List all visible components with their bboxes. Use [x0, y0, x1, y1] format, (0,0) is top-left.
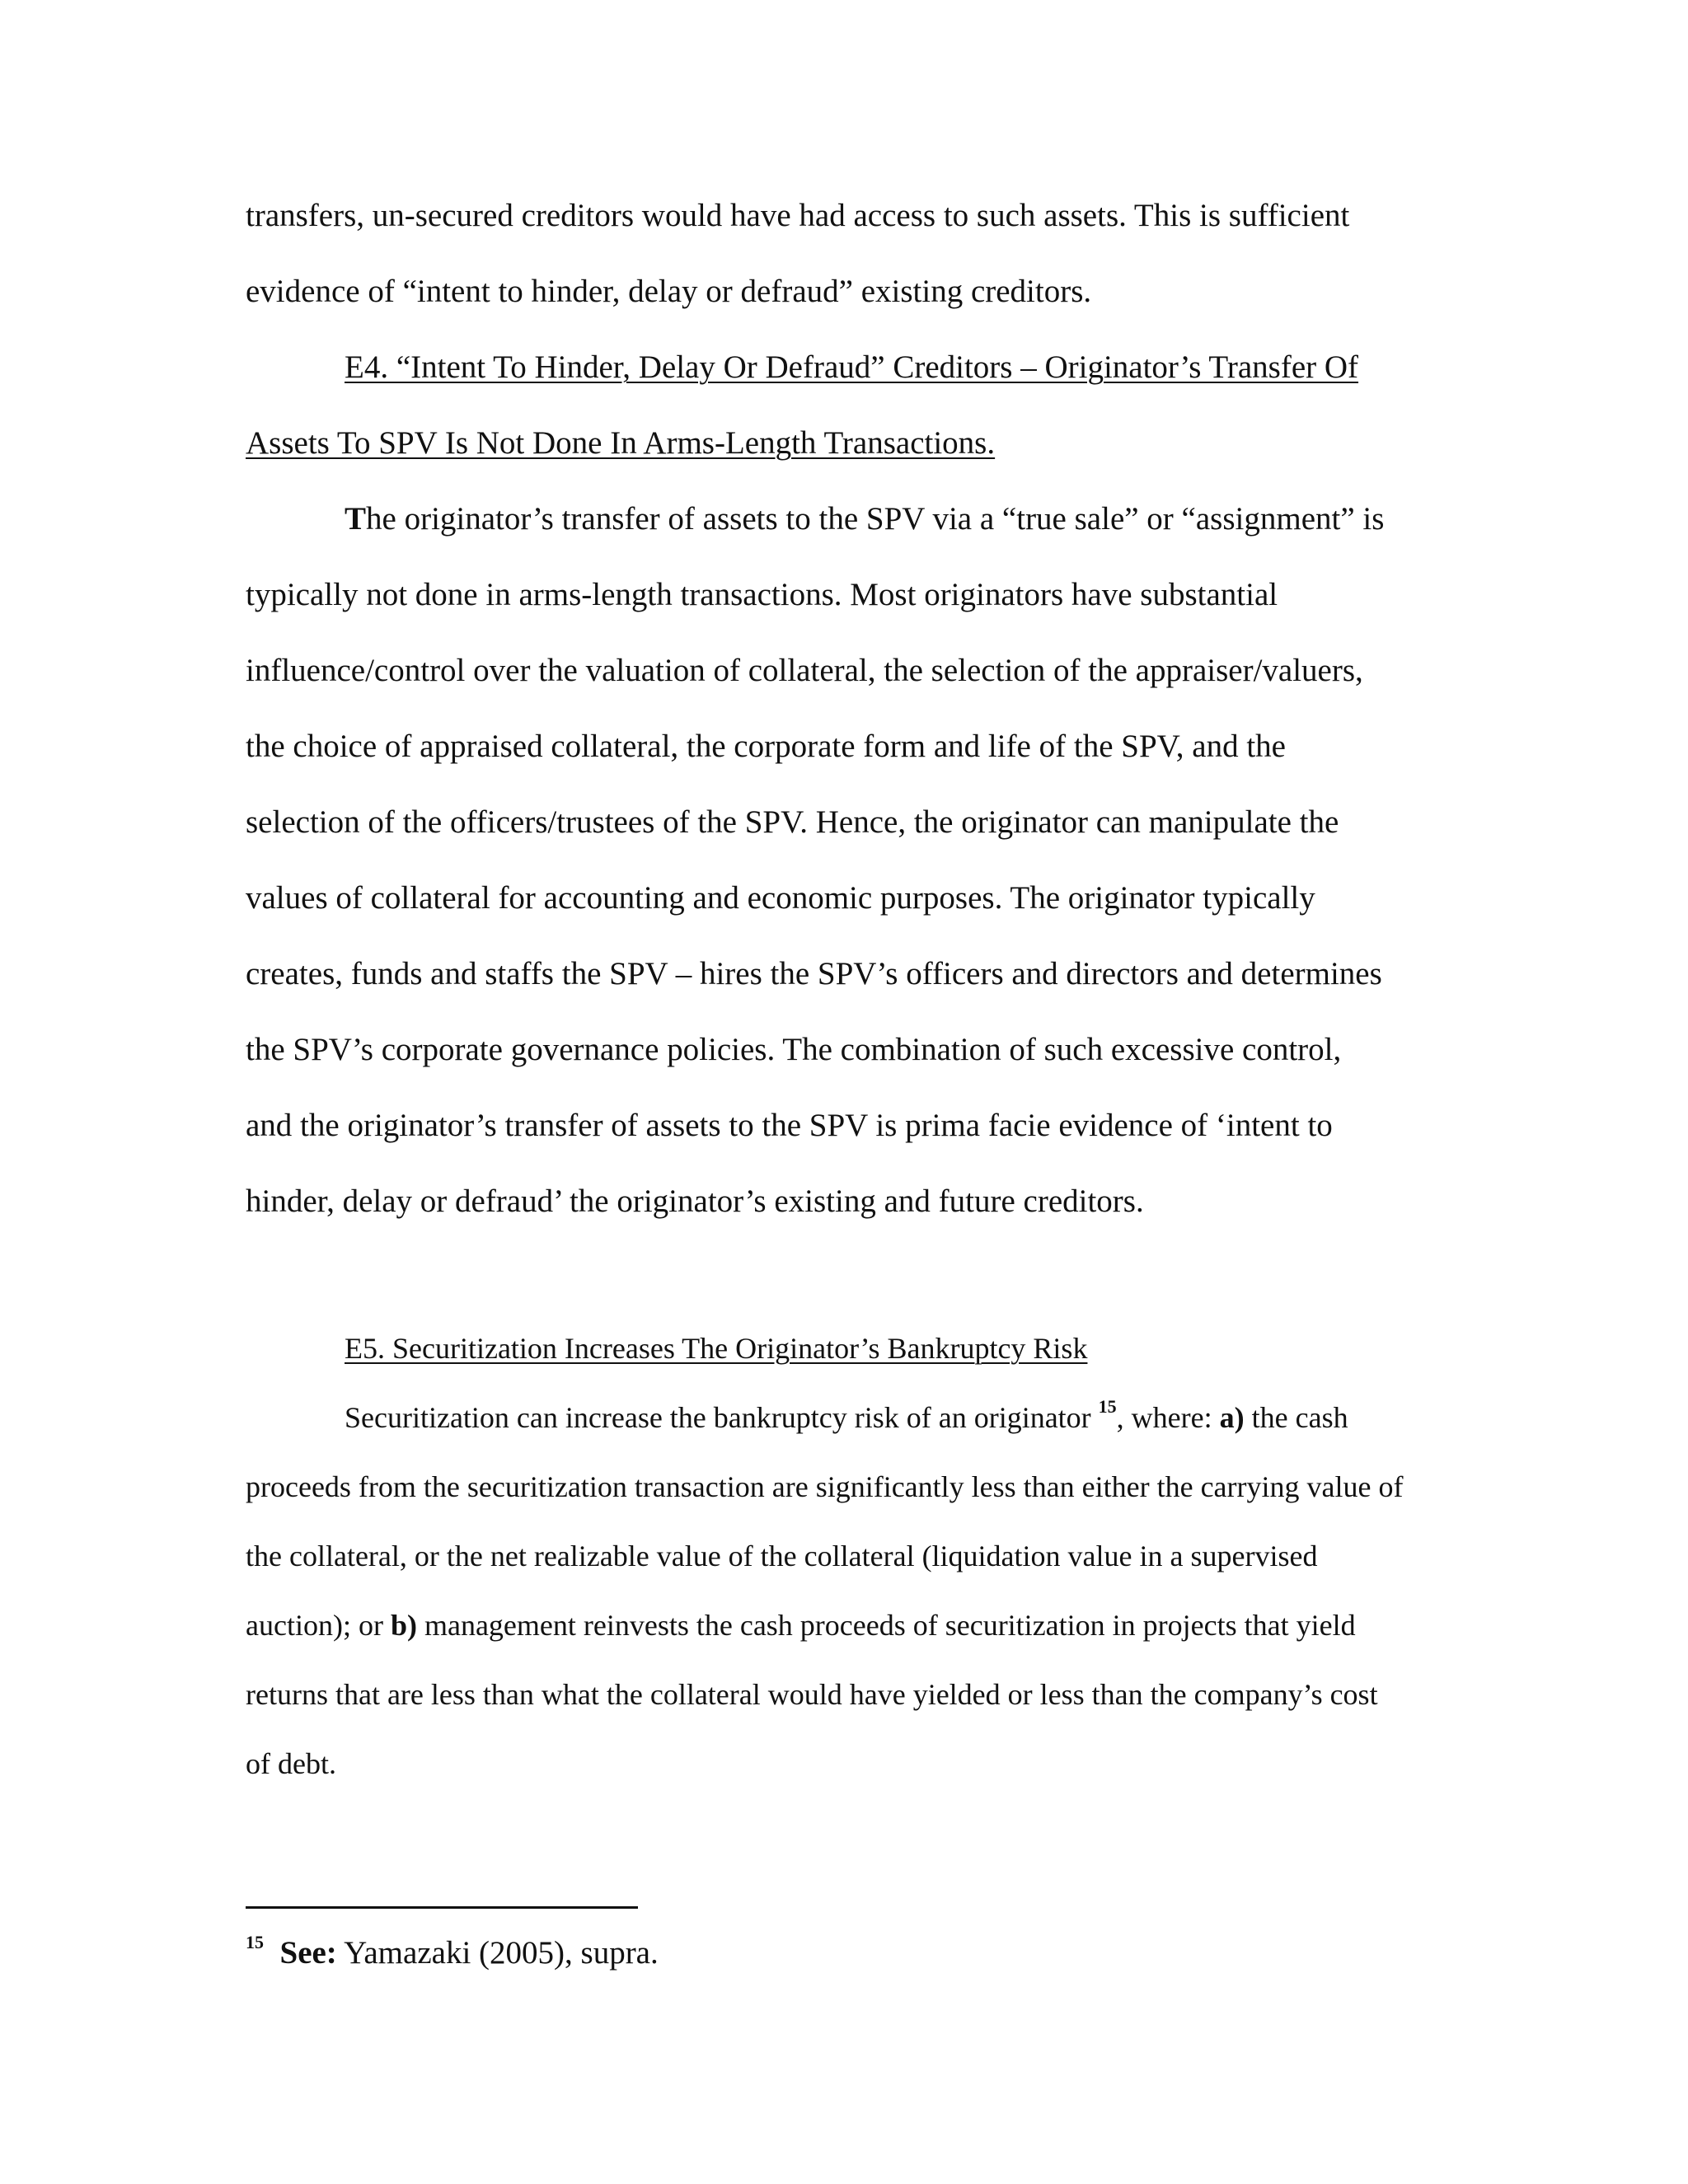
paragraph-line: influence/control over the valuation of collateral, the selection of the appraiser/valuers, — [246, 653, 1363, 688]
paragraph-line: typically not done in arms-length transactions. Most originators have substantial — [246, 577, 1278, 612]
footnote-reference[interactable]: 15 — [1098, 1396, 1117, 1417]
paragraph-line: transfers, un-secured creditors would have had access to such assets. This is sufficient — [246, 198, 1350, 233]
list-marker-a: a) — [1219, 1401, 1245, 1434]
paragraph-line — [345, 1396, 1348, 1436]
footnote-text: Yamazaki (2005), supra. — [336, 1935, 659, 1971]
paragraph-text: management reinvests the cash proceeds of securitization in projects that yield — [416, 1609, 1356, 1642]
paragraph-line: the choice of appraised collateral, the corporate form and life of the SPV, and the — [246, 729, 1286, 764]
paragraph-line: selection of the officers/trustees of the SPV. Hence, the originator can manipulate the — [246, 804, 1339, 840]
footnote-separator — [246, 1906, 638, 1909]
paragraph-line: returns that are less than what the collateral would have yielded or less than the company’s cost — [246, 1678, 1378, 1711]
paragraph-line: of debt. — [246, 1747, 336, 1780]
list-marker-b: b) — [390, 1609, 417, 1642]
paragraph-line — [345, 499, 1384, 539]
paragraph-line: proceeds from the securitization transaction are significantly less than either the carrying value of — [246, 1470, 1404, 1503]
paragraph-line: the collateral, or the net realizable value of the collateral (liquidation value in a supervised — [246, 1540, 1318, 1572]
paragraph-text: , where: — [1116, 1401, 1220, 1434]
paragraph-line: the SPV’s corporate governance policies. The combination of such excessive control, — [246, 1032, 1342, 1067]
paragraph-text: auction); or — [246, 1609, 391, 1642]
section-heading-e4-cont: Assets To SPV Is Not Done In Arms-Length Transactions. — [246, 425, 996, 461]
footnote — [246, 1933, 659, 1973]
footnote-number: 15 — [246, 1932, 264, 1952]
paragraph-line: hinder, delay or defraud’ the originator’s existing and future creditors. — [246, 1183, 1144, 1219]
paragraph-line — [246, 1607, 1356, 1643]
section-heading-e4: E4. “Intent To Hinder, Delay Or Defraud” Creditors – Originator’s Transfer Of — [345, 349, 1359, 385]
paragraph-line: and the originator’s transfer of assets to the SPV is prima facie evidence of ‘intent to — [246, 1108, 1333, 1143]
footnote-see-label: See: — [279, 1935, 337, 1971]
paragraph-line: evidence of “intent to hinder, delay or defraud” existing creditors. — [246, 274, 1092, 309]
paragraph-line: values of collateral for accounting and economic purposes. The originator typically — [246, 880, 1315, 916]
drop-letter: T — [345, 501, 367, 537]
section-heading-e5: E5. Securitization Increases The Originator’s Bankruptcy Risk — [345, 1332, 1088, 1365]
paragraph-line: creates, funds and staffs the SPV – hires the SPV’s officers and directors and determines — [246, 956, 1382, 991]
paragraph-text: Securitization can increase the bankruptcy risk of an originator — [345, 1401, 1099, 1434]
paragraph-text: the cash — [1244, 1401, 1348, 1434]
paragraph-text: he originator’s transfer of assets to the SPV via a “true sale” or “assignment” is — [366, 501, 1385, 537]
